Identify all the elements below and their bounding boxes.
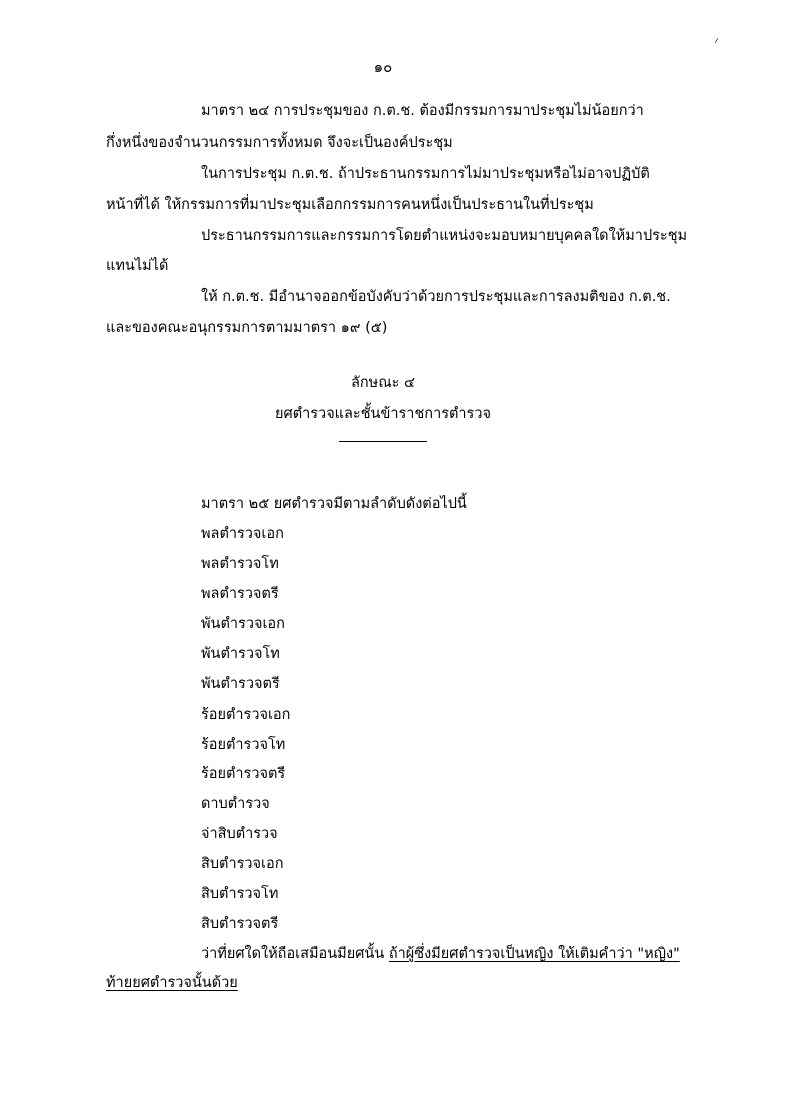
rank-item: สิบตำรวจตรี xyxy=(201,916,279,932)
section-24-para-2-line-1: ในการประชุม ก.ต.ช. ถ้าประธานกรรมการไม่มาประชุมหรือไม่อาจปฏิบัติ xyxy=(201,166,650,182)
rank-item: ดาบตำรวจ xyxy=(201,796,270,812)
rank-item: ร้อยตำรวจเอก xyxy=(201,707,291,723)
rank-item: สิบตำรวจเอก xyxy=(201,856,284,872)
page-number: ๑๐ xyxy=(373,58,393,76)
section-25-intro: มาตรา ๒๕ ยศตำรวจมีตามลำดับดังต่อไปนี้ xyxy=(201,496,467,512)
closing-underlined-text: ถ้าผู้ซึ่งมียศตำรวจเป็นหญิง ให้เติมคำว่า "หญิง" xyxy=(388,946,680,962)
rank-item: พันตำรวจเอก xyxy=(201,616,285,632)
section-24-para-3-line-1: ประธานกรรมการและกรรมการโดยตำแหน่งจะมอบหมายบุคคลใดให้มาประชุม xyxy=(201,228,688,244)
section-24-para-4-line-1: ให้ ก.ต.ช. มีอำนาจออกข้อบังคับว่าด้วยการประชุมและการลงมติของ ก.ต.ช. xyxy=(201,289,671,305)
rank-item: พันตำรวจตรี xyxy=(201,676,280,692)
scan-mark xyxy=(715,38,718,43)
rank-item: ร้อยตำรวจตรี xyxy=(201,766,286,782)
section-25-closing-line-1 xyxy=(201,944,680,964)
rank-item: ร้อยตำรวจโท xyxy=(201,737,286,753)
chapter-heading: ลักษณะ ๔ xyxy=(350,375,416,391)
chapter-subheading: ยศตำรวจและชั้นข้าราชการตำรวจ xyxy=(275,406,491,422)
rank-item: จ่าสิบตำรวจ xyxy=(201,826,278,842)
section-24-para-3-line-2: แทนไม่ได้ xyxy=(106,258,169,274)
heading-divider xyxy=(339,441,427,442)
section-24-para-4-line-2: และของคณะอนุกรรมการตามมาตรา ๑๙ (๕) xyxy=(106,320,388,336)
rank-item: พลตำรวจโท xyxy=(201,556,279,572)
section-24-line-1: มาตรา ๒๔ การประชุมของ ก.ต.ช. ต้องมีกรรมการมาประชุมไม่น้อยกว่า xyxy=(201,103,644,119)
rank-item: พลตำรวจเอก xyxy=(201,526,284,542)
section-24-para-2-line-2: หน้าที่ได้ ให้กรรมการที่มาประชุมเลือกกรรมการคนหนึ่งเป็นประธานในที่ประชุม xyxy=(106,197,594,213)
closing-plain-text: ว่าที่ยศใดให้ถือเสมือนมียศนั้น xyxy=(201,946,389,962)
rank-item: สิบตำรวจโท xyxy=(201,886,279,902)
section-25-closing-line-2: ท้ายยศตำรวจนั้นด้วย xyxy=(106,975,238,991)
rank-item: พันตำรวจโท xyxy=(201,646,280,662)
section-24-line-2: กึ่งหนึ่งของจำนวนกรรมการทั้งหมด จึงจะเป็นองค์ประชุม xyxy=(106,135,453,151)
rank-item: พลตำรวจตรี xyxy=(201,586,279,602)
